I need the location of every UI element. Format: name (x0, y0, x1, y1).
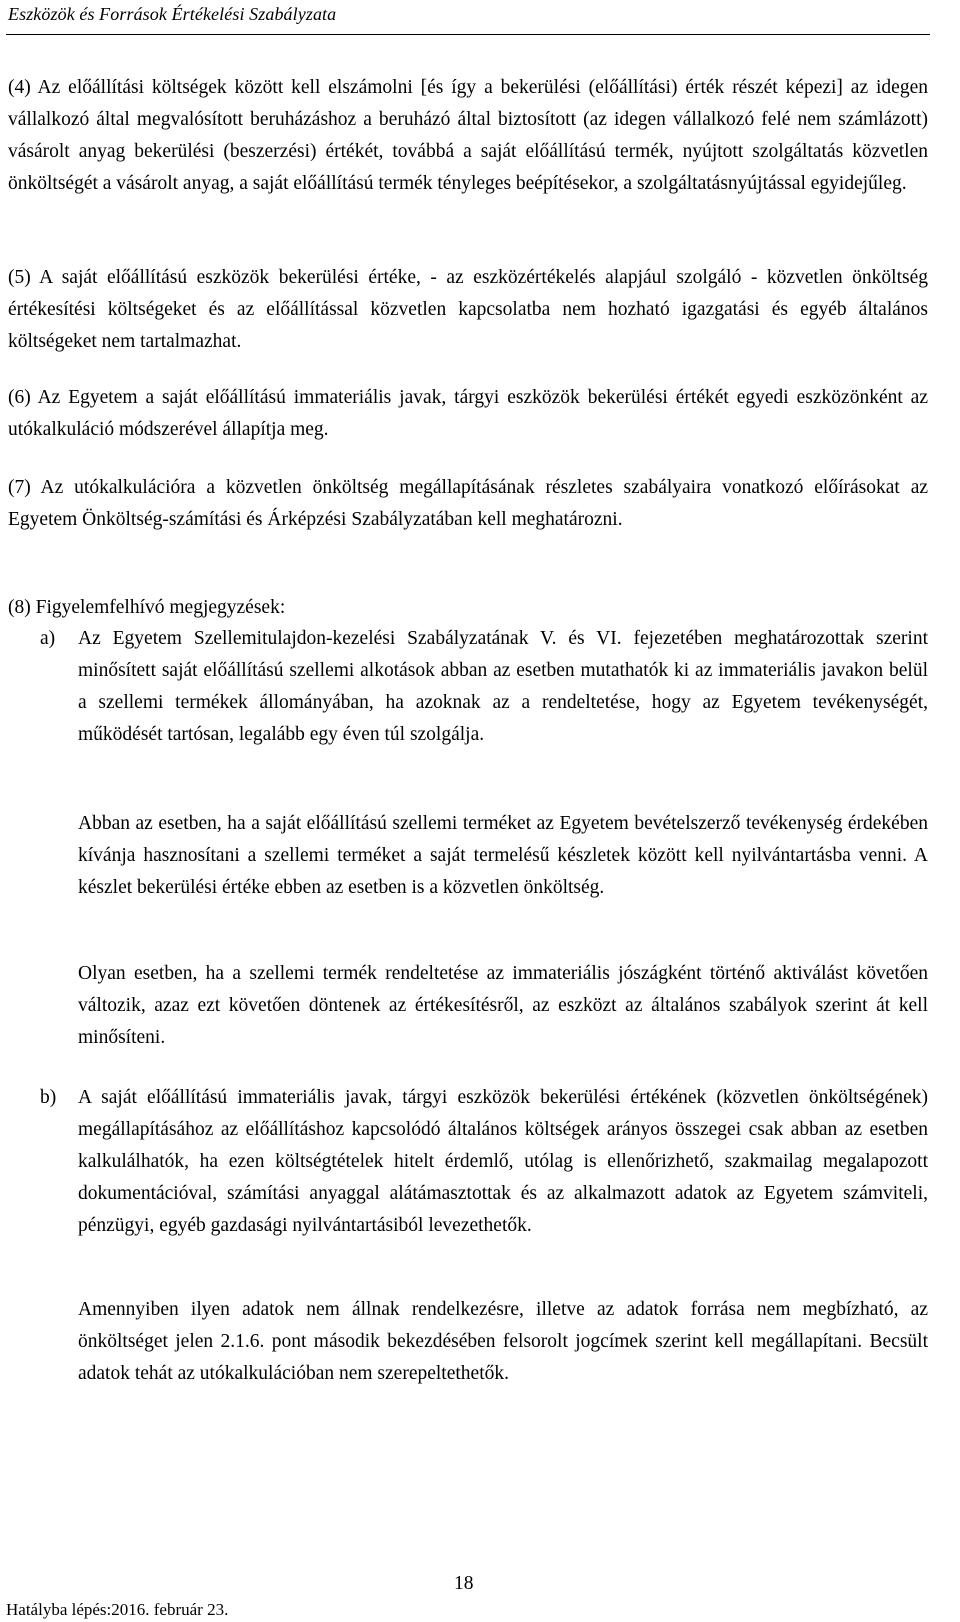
paragraph-6: (6) Az Egyetem a saját előállítású immateriális javak, tárgyi eszközök bekerülési értékét egyedi eszközönként az utókalkuláció módszerével állapítja meg. (8, 387, 928, 440)
list-label-b: b) (40, 1087, 57, 1108)
list-label-a: a) (40, 628, 56, 649)
document-header: Eszközök és Források Értékelési Szabályzata (8, 4, 337, 24)
paragraph-5: (5) A saját előállítású eszközök bekerülési értéke, - az eszközértékelés alapjául szolgáló - közvetlen önköltség értékesítési költségeket és az előállítással közvetlen kapcsolatba nem hozható igazgatási és egyéb általános költségeket nem tartalmazhat. (8, 267, 928, 352)
item-b-paragraph-2: Amennyiben ilyen adatok nem állnak rendelkezésre, illetve az adatok forrása nem megbízható, az önköltséget jelen 2.1.6. pont második bekezdésében felsorolt jogcímek szerint kell megállapítani. Becsült adatok tehát az utókalkulációban nem szerepeltethetők. (78, 1299, 928, 1384)
item-b-paragraph-1: A saját előállítású immateriális javak, tárgyi eszközök bekerülési értékének (közvetlen önköltségének) megállapításához az előállításhoz kapcsolódó általános költségek arányos összegei csak abban az esetben kalkulálhatók, ha ezen költségtételek hitelt érdemlő, utólag is ellenőrizhető, szakmailag megalapozott dokumentációval, számítási anyaggal alátámasztottak és az alkalmazott adatok az Egyetem számviteli, pénzügyi, egyéb gazdasági nyilvántartásiból levezethetők. (78, 1087, 928, 1236)
item-a-paragraph-3: Olyan esetben, ha a szellemi termék rendeltetése az immateriális jószágként történő aktiválást követően változik, azaz ezt követően döntenek az értékesítésről, az eszközt az általános szabályok szerint át kell minősíteni. (78, 963, 928, 1048)
item-a-paragraph-2: Abban az esetben, ha a saját előállítású szellemi terméket az Egyetem bevételszerző tevékenység érdekében kívánja hasznosítani a szellemi terméket a saját termelésű készletek között kell nyilvántartásba venni. A készlet bekerülési értéke ebben az esetben is a közvetlen önköltség. (78, 813, 928, 898)
header-divider (6, 34, 930, 35)
page-number: 18 (454, 1573, 474, 1594)
paragraph-7: (7) Az utókalkulációra a közvetlen önköltség megállapításának részletes szabályaira vonatkozó előírásokat az Egyetem Önköltség-számítási és Árképzési Szabályzatában kell meghatározni. (8, 477, 928, 530)
paragraph-8-title: (8) Figyelemfelhívó megjegyzések: (8, 597, 286, 618)
paragraph-4: (4) Az előállítási költségek között kell elszámolni [és így a bekerülési (előállítási) érték részét képezi] az idegen vállalkozó által megvalósított beruházáshoz a beruházó által biztosított (az idegen vállalkozó felé nem számlázott) vásárolt anyag bekerülési (beszerzési) értékét, továbbá a saját előállítású termék, nyújtott szolgáltatás közvetlen önköltségét a vásárolt anyag, a saját előállítású termék tényleges beépítésekor, a szolgáltatásnyújtással egyidejűleg. (8, 77, 928, 194)
item-a-paragraph-1: Az Egyetem Szellemitulajdon-kezelési Szabályzatának V. és VI. fejezetében meghatározottak szerint minősített saját előállítású szellemi alkotások abban az esetben mutathatók ki az immateriális javakon belül a szellemi termékek állományában, ha azoknak az a rendeltetése, hogy az Egyetem tevékenységét, működését tartósan, legalább egy éven túl szolgálja. (78, 628, 928, 745)
effective-date: Hatályba lépés:2016. február 23. (6, 1600, 229, 1619)
